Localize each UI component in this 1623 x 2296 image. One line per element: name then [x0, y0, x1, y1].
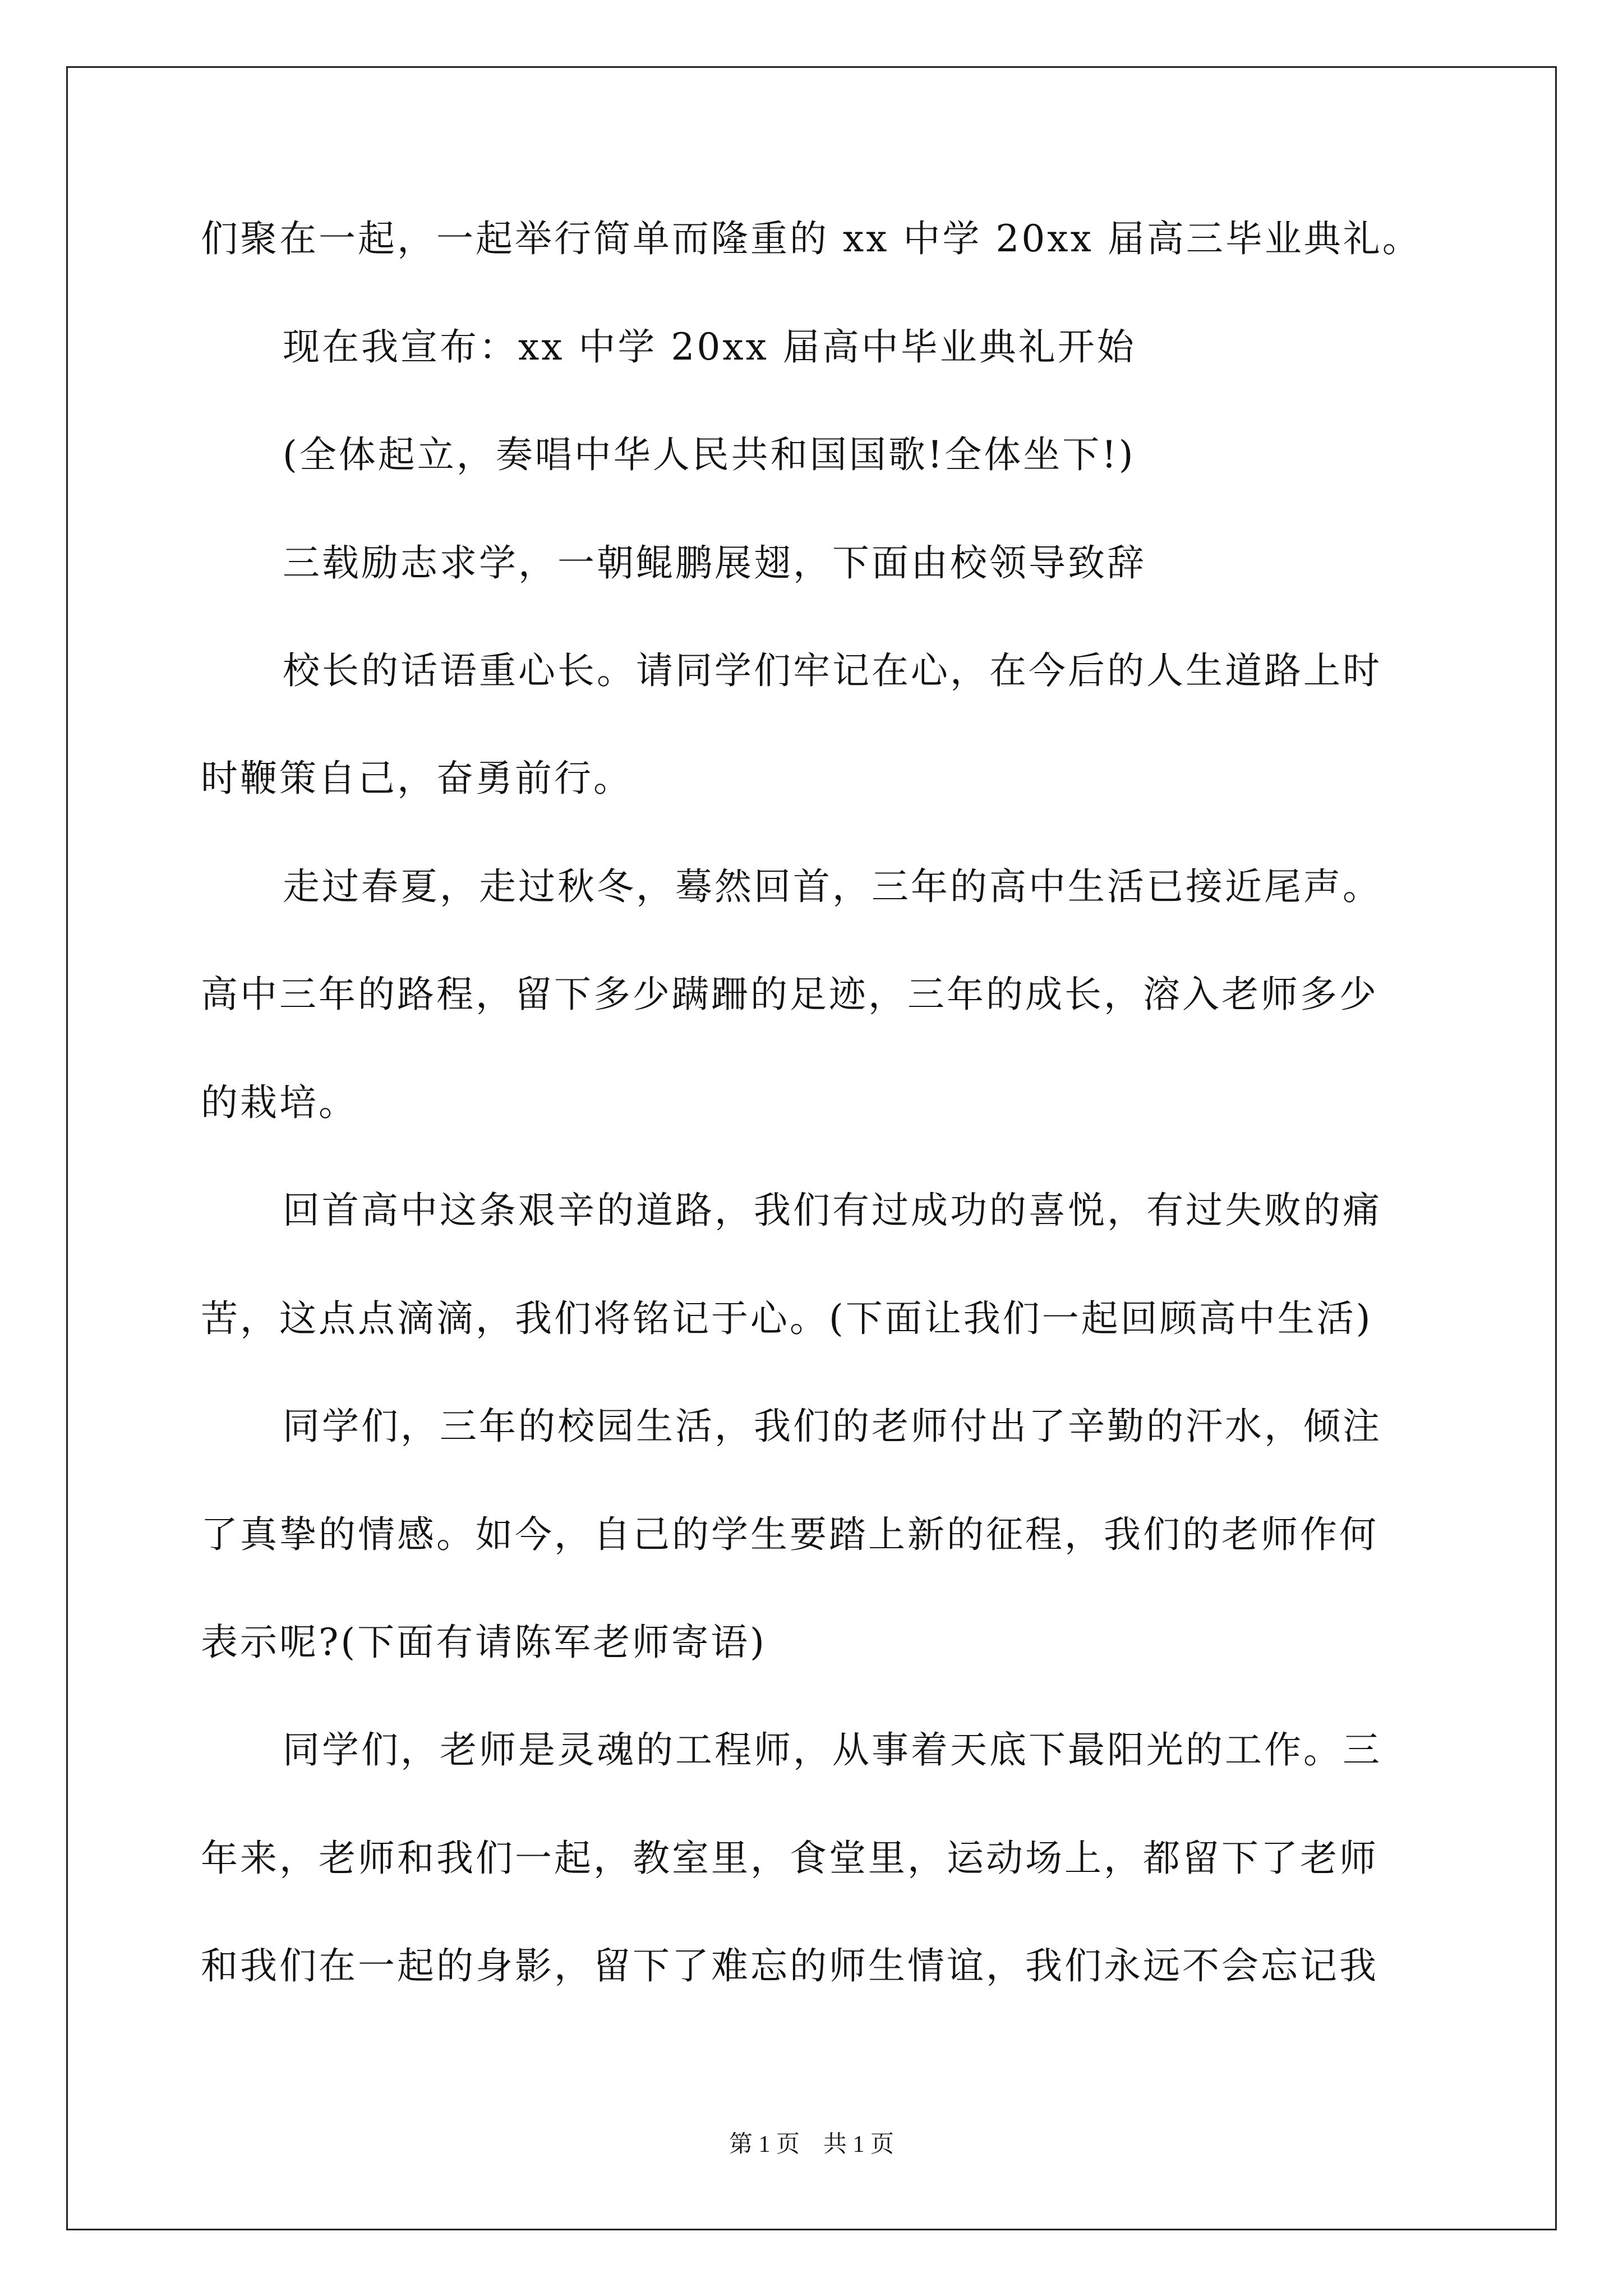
- text-line: 和我们在一起的身影，留下了难忘的师生情谊，我们永远不会忘记我: [201, 1944, 1378, 1987]
- page-border: [66, 66, 1557, 2230]
- page-number-current: 第 1 页: [728, 2132, 800, 2157]
- text-line: 走过春夏，走过秋冬，蓦然回首，三年的高中生活已接近尾声。: [283, 865, 1382, 908]
- text-line: 高中三年的路程，留下多少蹒跚的足迹，三年的成长，溶入老师多少: [201, 973, 1378, 1016]
- text-line: 校长的话语重心长。请同学们牢记在心，在今后的人生道路上时: [283, 649, 1382, 692]
- text-line: 同学们，三年的校园生活，我们的老师付出了辛勤的汗水，倾注: [283, 1405, 1382, 1448]
- page-number-total: 共 1 页: [823, 2132, 895, 2157]
- text-line: 回首高中这条艰辛的道路，我们有过成功的喜悦，有过失败的痛: [283, 1189, 1382, 1232]
- text-line: 现在我宣布：xx 中学 20xx 届高中毕业典礼开始: [283, 325, 1136, 369]
- text-line: 时鞭策自己，奋勇前行。: [201, 757, 633, 800]
- text-line: 三载励志求学，一朝鲲鹏展翅，下面由校领导致辞: [283, 541, 1146, 585]
- text-line: 苦，这点点滴滴，我们将铭记于心。(下面让我们一起回顾高中生活): [201, 1297, 1373, 1340]
- text-line: 同学们，老师是灵魂的工程师，从事着天底下最阳光的工作。三: [283, 1728, 1382, 1772]
- text-line: 们聚在一起，一起举行简单而隆重的 xx 中学 20xx 届高三毕业典礼。: [201, 217, 1422, 260]
- text-line: 了真挚的情感。如今，自己的学生要踏上新的征程，我们的老师作何: [201, 1513, 1378, 1556]
- page-footer: [0, 2129, 1623, 2160]
- text-line: 年来，老师和我们一起，教室里，食堂里，运动场上，都留下了老师: [201, 1837, 1378, 1880]
- text-line: 的栽培。: [201, 1081, 358, 1124]
- text-line: 表示呢?(下面有请陈军老师寄语): [201, 1621, 767, 1664]
- text-line: (全体起立，奏唱中华人民共和国国歌!全体坐下!): [283, 433, 1136, 476]
